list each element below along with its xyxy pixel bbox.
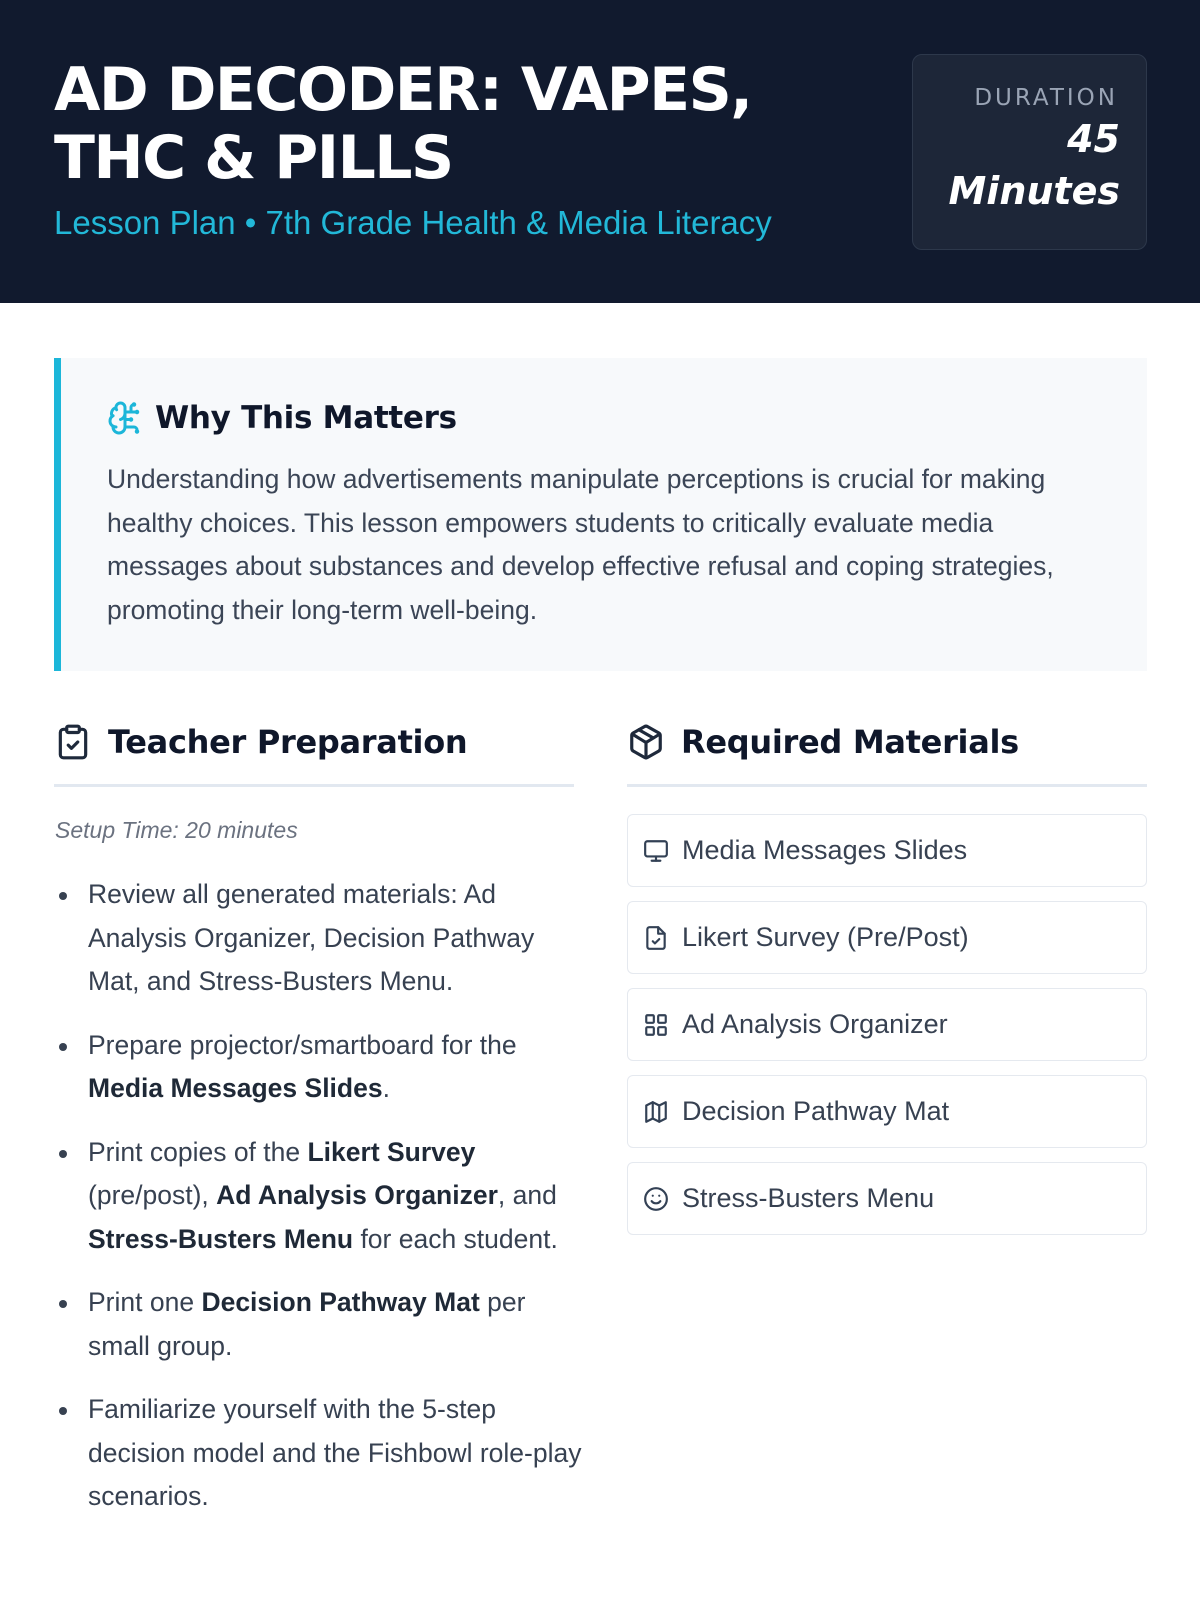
map-icon: [642, 1098, 670, 1126]
duration-value: 45 Minutes: [948, 117, 1120, 213]
material-label: Stress-Busters Menu: [682, 1183, 935, 1213]
material-label: Media Messages Slides: [682, 835, 968, 865]
material-label: Ad Analysis Organizer: [682, 1009, 948, 1039]
duration-card: [912, 54, 1147, 250]
layout-grid-icon: [642, 1011, 670, 1039]
clipboard-check-icon: [54, 723, 92, 761]
material-item-ad-analysis-organizer: [627, 988, 1147, 1061]
smile-icon: [642, 1185, 670, 1213]
material-label: Likert Survey (Pre/Post): [682, 922, 969, 952]
material-item-decision-pathway-mat: [627, 1075, 1147, 1148]
materials-heading: Required Materials: [681, 722, 1019, 761]
materials-heading-row: [627, 705, 1147, 787]
why-heading-row: [107, 400, 457, 436]
setup-time: Setup Time: 20 minutes: [55, 817, 298, 843]
file-icon: [642, 924, 670, 952]
why-body-text: Understanding how advertisements manipulate perceptions is crucial for making healthy choices. This lesson empowers students to critically evaluate media messages about substances and develop effective refusal and coping strategies, promoting their long-term well-being.: [107, 464, 1054, 625]
list-item: Print one Decision Pathway Mat per small group.: [54, 1281, 584, 1368]
page-header: [0, 0, 1200, 303]
material-item-media-messages-slides: [627, 814, 1147, 887]
material-item-likert-survey: [627, 901, 1147, 974]
teacher-prep-heading-row: [54, 705, 574, 787]
why-this-matters-callout: [54, 358, 1147, 671]
list-item: Review all generated materials: Ad Analysis Organizer, Decision Pathway Mat, and Stress-Busters Menu.: [54, 873, 584, 1004]
list-item: Print copies of the Likert Survey (pre/post), Ad Analysis Organizer, and Stress-Busters Menu for each student.: [54, 1131, 584, 1262]
material-item-stress-busters-menu: [627, 1162, 1147, 1235]
list-item: Prepare projector/smartboard for the Media Messages Slides.: [54, 1024, 584, 1111]
brain-icon: [107, 400, 143, 436]
material-label: Decision Pathway Mat: [682, 1096, 950, 1126]
page-subtitle: Lesson Plan • 7th Grade Health & Media Literacy: [54, 204, 772, 241]
prep-list: [54, 873, 584, 1539]
teacher-prep-heading: Teacher Preparation: [108, 722, 468, 761]
page-title: AD DECODER: VAPES, THC & PILLS: [54, 55, 752, 193]
why-heading: Why This Matters: [155, 400, 457, 436]
monitor-icon: [642, 837, 670, 865]
materials-list: [627, 814, 1147, 1249]
duration-label: DURATION: [974, 85, 1118, 111]
package-icon: [627, 723, 665, 761]
list-item: Familiarize yourself with the 5-step decision model and the Fishbowl role-play scenarios.: [54, 1388, 584, 1519]
